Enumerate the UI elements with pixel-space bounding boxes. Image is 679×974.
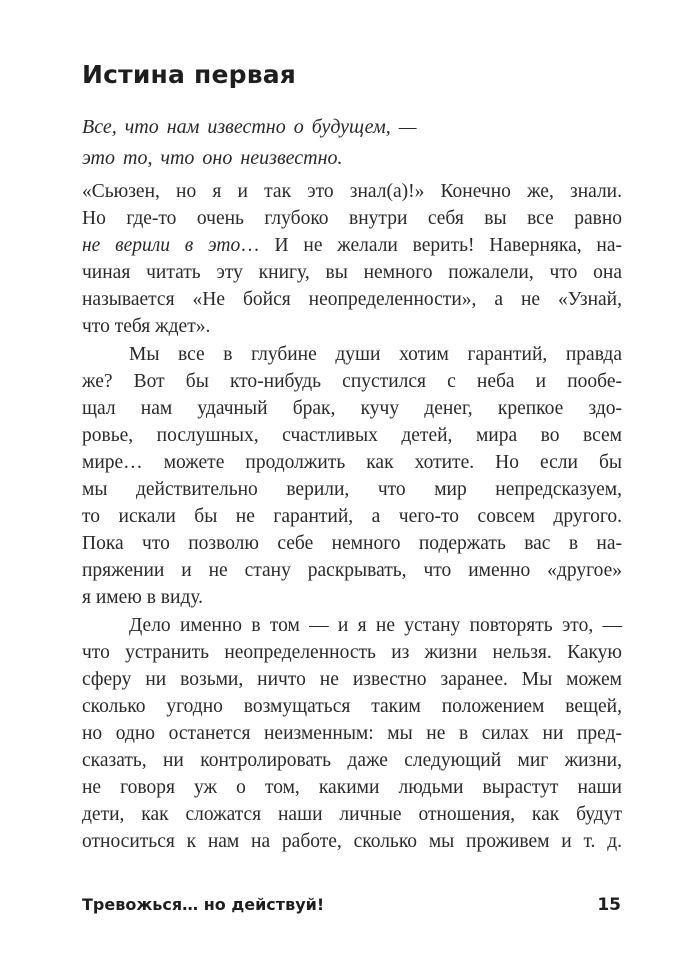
text-segment: ровье, послушных, счастливых детей, мира во всем [82,424,622,446]
text-segment: мире… можете продолжить как хотите. Но если бы [82,451,622,473]
text-segment: же? Вот бы кто-нибудь спустился с неба и пообе- [82,370,622,392]
text-line [82,286,622,313]
text-line [82,720,622,747]
text-line [82,259,622,286]
chapter-heading: Истина первая [82,60,297,89]
text-segment: Мы все в глубине души хотим гарантий, правда [129,343,622,365]
page-number: 15 [597,895,621,915]
text-segment: Дело именно в том — и я не устану повторять это, — [129,614,622,636]
text-segment: дети, как сложатся наши личные отношения, как будут [82,804,622,826]
text-segment: сферу ни возьми, ничто не известно заранее. Мы можем [82,668,622,690]
text-line [82,205,622,232]
text-line [82,693,622,720]
body-text [82,178,622,855]
text-line [82,612,622,639]
text-segment: пряжении и не стану раскрывать, что именно «другое» [82,560,622,582]
text-segment: но одно останется неизменным: мы не в силах ни пред- [82,722,622,744]
text-line [82,476,622,503]
text-segment: щал нам удачный брак, кучу денег, крепкое здо- [82,397,622,419]
text-line [82,449,622,476]
text-segment: что тебя ждет». [82,316,211,338]
text-line [82,747,622,774]
text-line [82,422,622,449]
text-line [82,584,622,611]
text-line [82,557,622,584]
paragraph [82,612,622,856]
text-line [82,828,622,855]
text-segment: сказать, ни контролировать даже следующий миг жизни, [82,749,622,771]
text-segment: … И не желали верить! Наверняка, на- [240,235,623,257]
text-segment: сколько угодно возмущаться таким положением вещей, [82,695,622,717]
text-segment: мы действительно верили, что мир непредсказуем, [82,479,622,501]
epigraph-line: это то, что оно неизвестно. [82,147,343,169]
text-segment: я имею в виду. [82,587,204,609]
text-segment: Но где-то очень глубоко внутри себя вы все равно [82,208,622,230]
text-line [82,368,622,395]
text-segment: то искали бы не гарантий, а чего-то совсем другого. [82,506,622,528]
epigraph [82,112,417,174]
paragraph [82,341,622,612]
text-segment: называется «Не бойся неопределенности», а не «Узнай, [82,289,622,311]
text-line [82,774,622,801]
text-line [82,801,622,828]
text-line [82,232,622,259]
text-segment: относиться к нам на работе, сколько мы проживем и т. д. [82,831,622,853]
text-line [82,503,622,530]
text-line [82,639,622,666]
text-line [82,313,622,340]
text-line [82,395,622,422]
text-segment: что устранить неопределенность из жизни нельзя. Какую [82,641,622,663]
text-segment: не говоря уж о том, какими людьми вырастут наши [82,777,622,799]
text-segment: Пока что позволю себе немного подержать вас в на- [82,533,622,555]
text-segment: чиная читать эту книгу, вы немного пожалели, что она [82,262,622,284]
text-line [82,530,622,557]
paragraph [82,178,622,341]
text-line [82,341,622,368]
emphasis-text: не верили в это [82,235,241,257]
text-segment: «Сьюзен, но я и так это знал(а)!» Конечно же, знали. [82,181,622,202]
text-line [82,178,622,205]
text-line [82,666,622,693]
epigraph-line: Все, что нам известно о будущем, — [82,116,417,138]
running-footer-title: Тревожься… но действуй! [82,895,325,914]
page-footer [82,895,621,915]
